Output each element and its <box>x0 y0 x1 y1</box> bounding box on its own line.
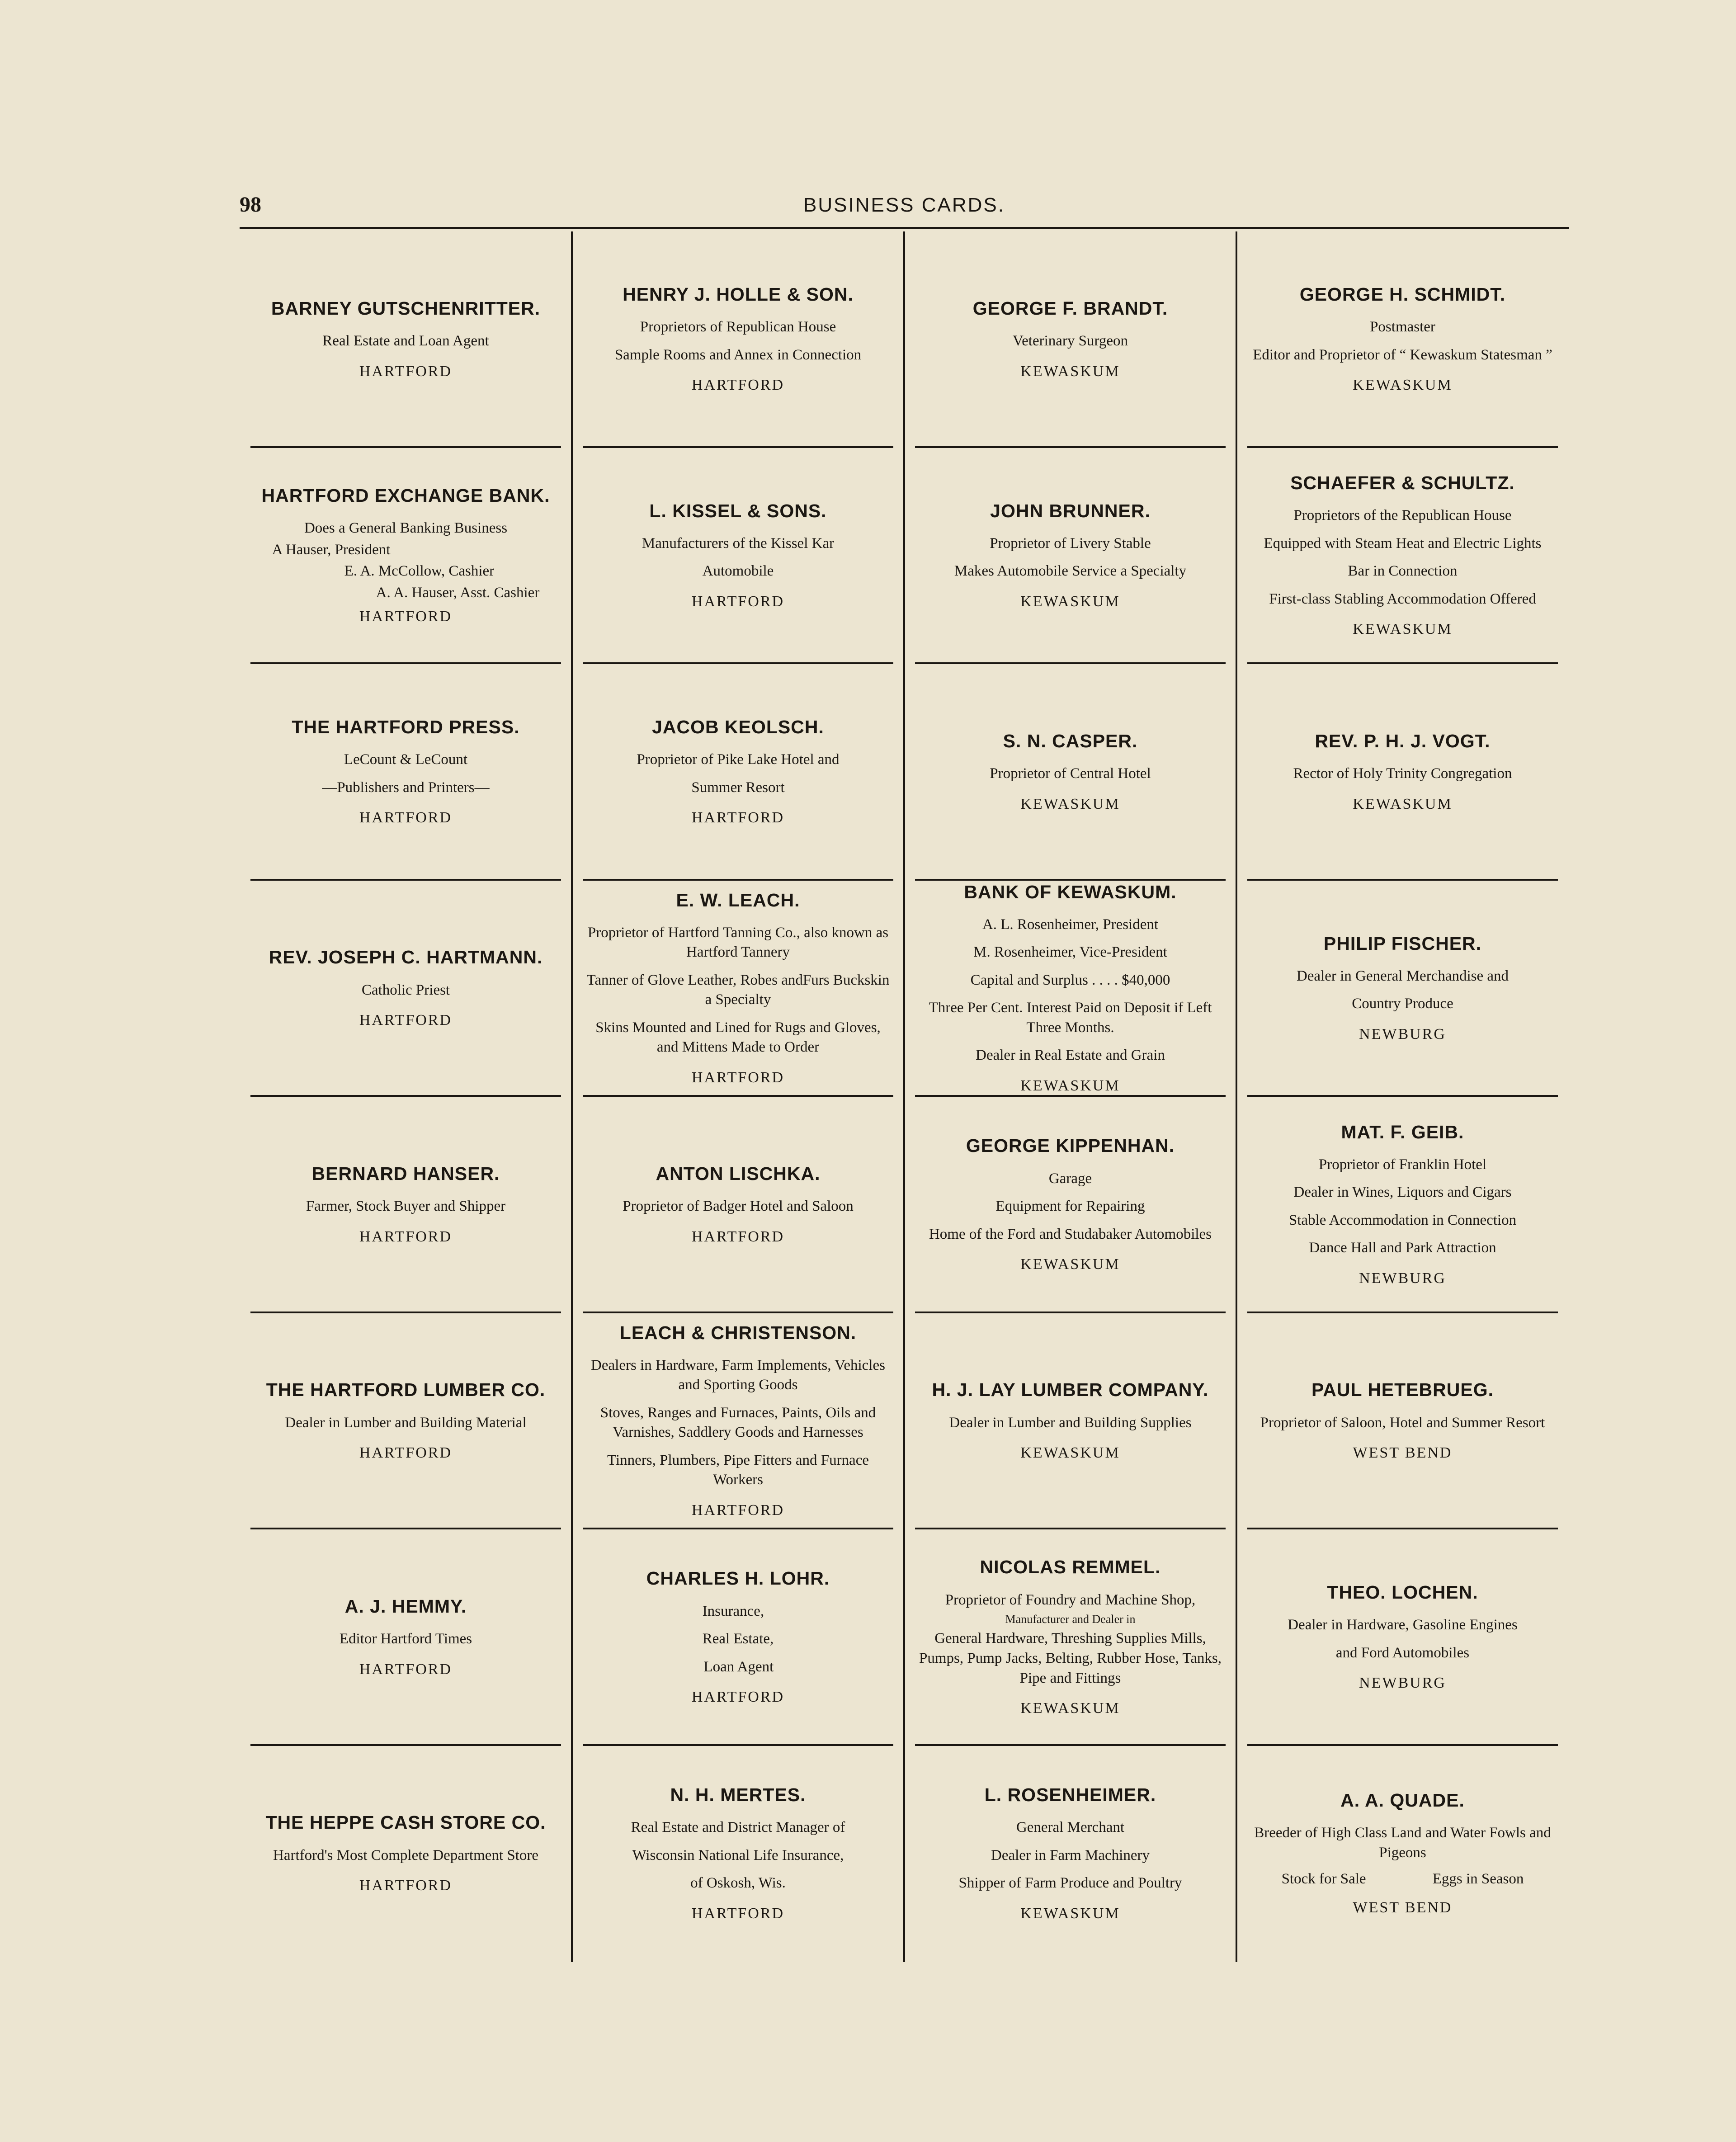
business-card <box>572 1746 904 1963</box>
card-name: ANTON LISCHKA. <box>656 1163 821 1184</box>
card-line: LeCount & LeCount <box>344 751 468 768</box>
card-line: Manufacturer and Dealer in <box>1005 1613 1136 1626</box>
business-card <box>572 1097 904 1313</box>
card-description <box>642 534 834 590</box>
card-town: HARTFORD <box>359 1228 453 1245</box>
card-line: Proprietor of Franklin Hotel <box>1318 1156 1487 1173</box>
card-town: HARTFORD <box>359 1444 453 1462</box>
card-description <box>703 1602 774 1685</box>
card-line: of Oskosh, Wis. <box>690 1875 786 1892</box>
card-description <box>272 519 540 604</box>
card-town: KEWASKUM <box>1020 593 1120 610</box>
card-line: Does a General Banking Business <box>304 520 508 537</box>
business-card <box>572 1529 904 1746</box>
business-card <box>240 664 572 881</box>
business-card <box>240 1746 572 1963</box>
card-description <box>322 750 489 806</box>
card-name: S. N. CASPER. <box>1003 730 1138 751</box>
card-line: First-class Stabling Accommodation Offered <box>1269 590 1536 607</box>
card-line: Automobile <box>702 563 774 580</box>
card-name: JOHN BRUNNER. <box>990 500 1151 521</box>
card-line: Dealers in Hardware, Farm Implements, Vehicles and Sporting Goods <box>591 1357 885 1393</box>
card-description <box>1264 506 1542 617</box>
card-town: HARTFORD <box>359 1877 453 1894</box>
business-card <box>240 881 572 1097</box>
card-description <box>1013 331 1128 359</box>
card-line: Tanner of Glove Leather, Robes andFurs Buckskin a Specialty <box>586 972 890 1008</box>
card-name: E. W. LEACH. <box>676 889 800 911</box>
page-number: 98 <box>240 193 261 217</box>
header-rule <box>240 227 1569 229</box>
card-description <box>362 981 450 1009</box>
card-town: HARTFORD <box>691 377 785 394</box>
card-line: Dealer in Real Estate and Grain <box>976 1047 1165 1064</box>
card-town: KEWASKUM <box>1020 363 1120 380</box>
card-town: HARTFORD <box>691 1905 785 1922</box>
card-town: HARTFORD <box>691 1689 785 1706</box>
card-line: Proprietor of Badger Hotel and Saloon <box>623 1198 854 1215</box>
card-town: HARTFORD <box>691 809 785 826</box>
card-line: Makes Automobile Service a Specialty <box>954 563 1187 580</box>
card-line: A Hauser, President <box>272 541 391 558</box>
business-card <box>1236 1529 1569 1746</box>
card-line: Dealer in Hardware, Gasoline Engines <box>1288 1617 1518 1633</box>
card-stock-row <box>1248 1871 1557 1887</box>
card-name: REV. P. H. J. VOGT. <box>1315 730 1491 751</box>
card-line: Country Produce <box>1352 996 1453 1012</box>
card-line: Breeder of High Class Land and Water Fowls and Pigeons <box>1254 1825 1551 1861</box>
card-line: Proprietor of Foundry and Machine Shop, <box>945 1591 1196 1608</box>
card-line: Farmer, Stock Buyer and Shipper <box>306 1198 506 1215</box>
card-description <box>285 1413 526 1441</box>
card-name: CHARLES H. LOHR. <box>646 1568 830 1589</box>
card-name: GEORGE H. SCHMIDT. <box>1299 284 1506 305</box>
card-town: HARTFORD <box>691 1501 785 1519</box>
business-card <box>572 881 904 1097</box>
card-town: WEST BEND <box>1353 1444 1453 1462</box>
business-card <box>572 664 904 881</box>
card-description <box>1248 1823 1557 1871</box>
card-town: HARTFORD <box>359 809 453 826</box>
card-town: HARTFORD <box>691 1228 785 1245</box>
card-description <box>1288 1615 1518 1671</box>
card-description <box>954 534 1186 590</box>
card-description <box>916 915 1225 1074</box>
card-description <box>929 1169 1212 1253</box>
card-town: HARTFORD <box>359 1661 453 1678</box>
business-card <box>904 881 1236 1097</box>
business-card <box>1236 1313 1569 1530</box>
card-line: Dealer in General Merchandise and <box>1296 967 1509 984</box>
card-name: REV. JOSEPH C. HARTMANN. <box>269 947 543 968</box>
card-line: —Publishers and Printers— <box>322 779 490 796</box>
card-town: KEWASKUM <box>1020 795 1120 812</box>
card-name: THE HARTFORD PRESS. <box>292 717 520 738</box>
page-header <box>240 192 1569 219</box>
card-description <box>1253 317 1552 373</box>
card-name: A. J. HEMMY. <box>344 1595 467 1617</box>
business-card <box>1236 1746 1569 1963</box>
card-town: HARTFORD <box>691 593 785 610</box>
card-line: Equipped with Steam Heat and Electric Lights <box>1264 535 1542 552</box>
card-line: Proprietor of Central Hotel <box>990 765 1151 782</box>
card-description <box>584 1356 892 1498</box>
card-stock-item: Eggs in Season <box>1432 1871 1524 1887</box>
card-line: Stoves, Ranges and Furnaces, Paints, Oils and Varnishes, Saddlery Goods and Harnesses <box>600 1404 876 1441</box>
card-line: Proprietors of the Republican House <box>1293 507 1512 524</box>
card-town: HARTFORD <box>359 1012 453 1029</box>
card-description <box>1260 1413 1545 1441</box>
card-line: Real Estate and District Manager of <box>631 1819 845 1836</box>
card-description <box>322 331 489 359</box>
card-line: Dealer in Lumber and Building Supplies <box>949 1414 1192 1431</box>
page-title: BUSINESS CARDS. <box>803 194 1005 216</box>
card-line: A. A. Hauser, Asst. Cashier <box>376 584 540 601</box>
card-description <box>1289 1155 1516 1266</box>
card-description <box>958 1818 1182 1901</box>
card-line: E. A. McCollow, Cashier <box>344 563 495 580</box>
card-description <box>949 1413 1191 1441</box>
card-line: Postmaster <box>1370 319 1435 335</box>
business-card <box>1236 1097 1569 1313</box>
card-line: Dealer in Lumber and Building Material <box>285 1414 527 1431</box>
card-line: Dance Hall and Park Attraction <box>1309 1240 1496 1256</box>
card-name: LEACH & CHRISTENSON. <box>619 1322 857 1343</box>
card-line: Shipper of Farm Produce and Poultry <box>958 1875 1182 1892</box>
card-stock-item: Stock for Sale <box>1281 1871 1366 1887</box>
card-town: KEWASKUM <box>1020 1700 1120 1717</box>
business-card <box>904 1529 1236 1746</box>
business-card <box>240 448 572 665</box>
card-line: Editor and Proprietor of “ Kewaskum Statesman ” <box>1253 346 1552 363</box>
card-name: PHILIP FISCHER. <box>1323 933 1482 954</box>
card-line: Real Estate and Loan Agent <box>322 333 489 349</box>
card-line: Capital and Surplus . . . . $40,000 <box>970 972 1170 988</box>
card-line: Equipment for Repairing <box>995 1198 1145 1215</box>
card-description <box>916 1590 1225 1697</box>
business-card <box>240 1313 572 1530</box>
card-line: Bar in Connection <box>1348 563 1458 580</box>
card-name: MAT. F. GEIB. <box>1341 1121 1464 1142</box>
card-town: WEST BEND <box>1353 1899 1453 1916</box>
card-description <box>623 1197 853 1225</box>
card-name: THE HARTFORD LUMBER CO. <box>266 1379 546 1401</box>
card-name: BARNEY GUTSCHENRITTER. <box>271 297 541 319</box>
card-line: Dealer in Wines, Liquors and Cigars <box>1293 1184 1512 1201</box>
card-name: N. H. MERTES. <box>670 1784 806 1805</box>
card-description <box>1293 764 1512 792</box>
card-name: H. J. LAY LUMBER COMPANY. <box>932 1379 1209 1401</box>
card-name: GEORGE F. BRANDT. <box>972 297 1168 319</box>
card-town: KEWASKUM <box>1353 621 1453 638</box>
card-line: Rector of Holy Trinity Congregation <box>1293 765 1512 782</box>
card-line: A. L. Rosenheimer, President <box>982 916 1159 933</box>
card-town: KEWASKUM <box>1020 1256 1120 1273</box>
card-line: Hartford's Most Complete Department Store <box>273 1847 538 1864</box>
business-cards-grid <box>240 231 1569 1962</box>
card-town: KEWASKUM <box>1020 1077 1120 1094</box>
card-line: Catholic Priest <box>361 981 450 998</box>
card-line: Proprietor of Hartford Tanning Co., also known as Hartford Tannery <box>587 924 889 961</box>
card-line: Proprietor of Pike Lake Hotel and <box>637 751 840 768</box>
card-line: and Ford Automobiles <box>1335 1644 1470 1661</box>
card-line: Three Per Cent. Interest Paid on Deposit if Left Three Months. <box>929 1000 1212 1036</box>
card-line: Insurance, <box>702 1603 764 1619</box>
card-line: Proprietor of Livery Stable <box>990 535 1151 552</box>
card-description <box>584 923 892 1066</box>
card-town: KEWASKUM <box>1020 1905 1120 1922</box>
card-name: THE HEPPE CASH STORE CO. <box>265 1812 546 1833</box>
business-card <box>1236 664 1569 881</box>
card-name: PAUL HETEBRUEG. <box>1311 1379 1494 1401</box>
business-card <box>904 1097 1236 1313</box>
card-line: Proprietor of Saloon, Hotel and Summer Resort <box>1260 1414 1545 1431</box>
business-card <box>1236 881 1569 1097</box>
card-line: Tinners, Plumbers, Pipe Fitters and Furnace Workers <box>607 1452 869 1488</box>
card-town: KEWASKUM <box>1353 795 1453 812</box>
card-line: Real Estate, <box>702 1631 774 1647</box>
card-line: Wisconsin National Life Insurance, <box>632 1847 844 1864</box>
business-card <box>904 1313 1236 1530</box>
card-name: SCHAEFER & SCHULTZ. <box>1290 472 1515 494</box>
card-line: Proprietors of Republican House <box>640 319 836 335</box>
card-line: M. Rosenheimer, Vice-President <box>973 944 1167 961</box>
card-name: NICOLAS REMMEL. <box>980 1557 1161 1578</box>
card-name: JACOB KEOLSCH. <box>652 717 824 738</box>
card-town: HARTFORD <box>359 363 453 380</box>
card-name: L. ROSENHEIMER. <box>984 1784 1156 1805</box>
card-name: BERNARD HANSER. <box>311 1163 500 1184</box>
card-town: NEWBURG <box>1359 1269 1446 1287</box>
business-card <box>1236 231 1569 448</box>
business-card <box>240 231 572 448</box>
card-description <box>615 317 861 373</box>
card-line: Loan Agent <box>703 1658 774 1675</box>
business-card <box>572 448 904 665</box>
card-town: KEWASKUM <box>1353 377 1453 394</box>
card-description <box>637 750 839 806</box>
card-name: HENRY J. HOLLE & SON. <box>623 284 854 305</box>
business-card <box>572 1313 904 1530</box>
business-card <box>904 448 1236 665</box>
card-line: General Merchant <box>1016 1819 1125 1836</box>
card-name: THEO. LOCHEN. <box>1327 1582 1478 1603</box>
business-card <box>904 1746 1236 1963</box>
card-description <box>306 1197 505 1225</box>
card-description <box>990 764 1151 792</box>
card-line: Editor Hartford Times <box>339 1631 472 1647</box>
card-town: NEWBURG <box>1359 1675 1446 1692</box>
card-town: HARTFORD <box>359 608 453 625</box>
card-name: A. A. QUADE. <box>1340 1790 1465 1811</box>
card-town: HARTFORD <box>691 1069 785 1086</box>
card-line: Stable Accommodation in Connection <box>1288 1212 1517 1228</box>
business-card <box>904 664 1236 881</box>
card-line: Manufacturers of the Kissel Kar <box>642 535 835 552</box>
card-line: Veterinary Surgeon <box>1012 333 1128 349</box>
card-line: Skins Mounted and Lined for Rugs and Gloves, and Mittens Made to Order <box>595 1019 881 1056</box>
card-description <box>1297 967 1509 1022</box>
business-card <box>572 231 904 448</box>
card-line: Home of the Ford and Studabaker Automobiles <box>929 1226 1212 1242</box>
card-line: Summer Resort <box>691 779 785 796</box>
card-town: KEWASKUM <box>1020 1444 1120 1462</box>
business-card <box>240 1097 572 1313</box>
card-line: General Hardware, Threshing Supplies Mills, Pumps, Pump Jacks, Belting, Rubber Hose, Tanks, Pipe and Fittings <box>919 1630 1222 1686</box>
card-name: GEORGE KIPPENHAN. <box>966 1135 1175 1156</box>
business-card <box>240 1529 572 1746</box>
card-town: NEWBURG <box>1359 1025 1446 1043</box>
card-name: L. KISSEL & SONS. <box>649 500 827 521</box>
card-description <box>340 1629 472 1657</box>
card-description <box>631 1818 845 1901</box>
card-description <box>273 1846 538 1874</box>
card-line: Garage <box>1048 1170 1092 1187</box>
business-card <box>904 231 1236 448</box>
card-name: BANK OF KEWASKUM. <box>964 881 1177 902</box>
business-card <box>1236 448 1569 665</box>
card-name: HARTFORD EXCHANGE BANK. <box>261 485 550 506</box>
card-line: Sample Rooms and Annex in Connection <box>614 346 862 363</box>
card-line: Dealer in Farm Machinery <box>991 1847 1150 1864</box>
